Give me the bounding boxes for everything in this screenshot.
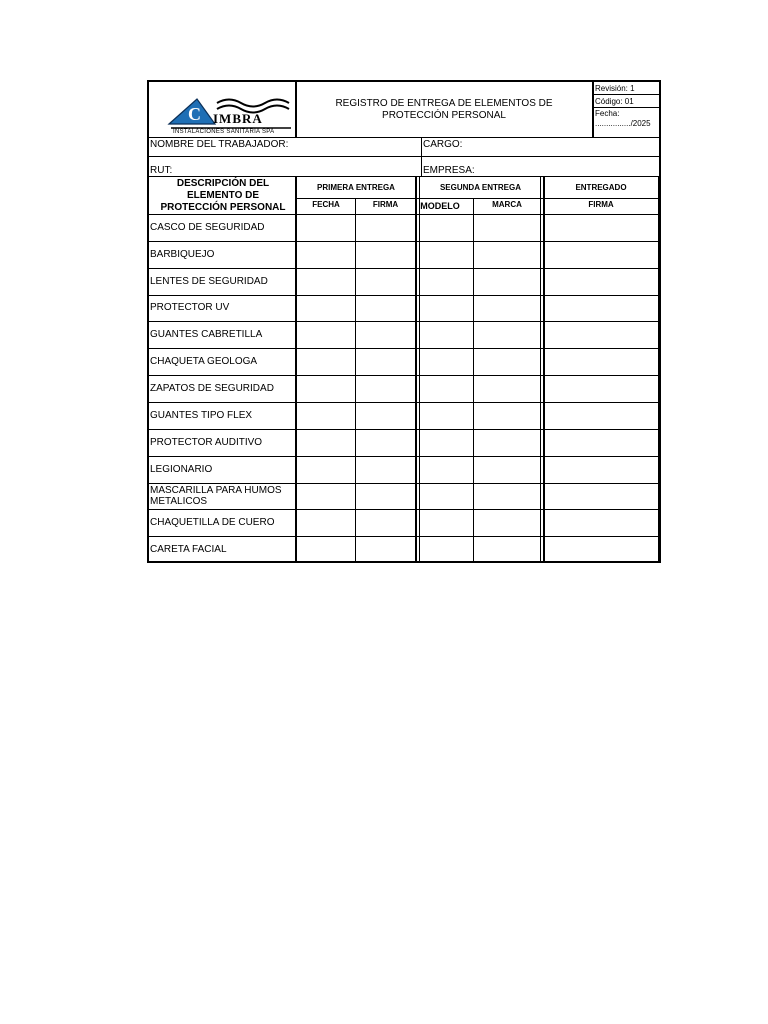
epp-row-label: MASCARILLA PARA HUMOS METALICOS [150, 484, 282, 507]
empresa-field[interactable]: EMPRESA: [423, 165, 475, 176]
cell-firma-1[interactable] [356, 509, 415, 536]
cell-firma-1[interactable] [356, 429, 415, 456]
cell-modelo[interactable] [420, 295, 473, 322]
cell-firma-2[interactable] [545, 456, 658, 483]
cell-modelo[interactable] [420, 429, 473, 456]
sub-firma-2: FIRMA [588, 200, 614, 209]
cell-modelo[interactable] [420, 214, 473, 241]
fields-divider [421, 137, 422, 176]
trabajador-field[interactable]: NOMBRE DEL TRABAJADOR: [150, 139, 289, 150]
sub-firma-1: FIRMA [372, 200, 399, 209]
cell-fecha[interactable] [296, 241, 355, 268]
cell-marca[interactable] [474, 429, 540, 456]
group-header-line [295, 198, 661, 199]
cell-firma-1[interactable] [356, 456, 415, 483]
cell-fecha[interactable] [296, 321, 355, 348]
cell-fecha[interactable] [296, 429, 355, 456]
cell-firma-1[interactable] [356, 321, 415, 348]
cell-marca[interactable] [474, 402, 540, 429]
sub-marca: MARCA [492, 200, 522, 209]
cell-fecha[interactable] [296, 509, 355, 536]
epp-row-label: PROTECTOR AUDITIVO [150, 436, 263, 448]
right-double-line [658, 176, 660, 563]
cell-fecha[interactable] [296, 402, 355, 429]
cell-marca[interactable] [474, 295, 540, 322]
epp-row-label: ZAPATOS DE SEGURIDAD [150, 383, 274, 395]
cell-fecha[interactable] [296, 348, 355, 375]
cell-firma-1[interactable] [356, 375, 415, 402]
epp-row-label: CHAQUETA GEOLOGA [150, 356, 258, 368]
logo-tagline: INSTALACIONES SANITARIA SPA [173, 129, 275, 135]
codigo-label: Código: 01 [595, 97, 634, 106]
cell-firma-2[interactable] [545, 268, 658, 295]
cell-modelo[interactable] [420, 509, 473, 536]
group-entregado: ENTREGADO [575, 183, 627, 192]
cell-marca[interactable] [474, 509, 540, 536]
meta-divider-1 [594, 94, 661, 95]
cell-firma-2[interactable] [545, 348, 658, 375]
epp-row-label: LEGIONARIO [150, 463, 213, 475]
form-title: REGISTRO DE ENTREGA DE ELEMENTOS DE PROTECCIÓN PERSONAL [335, 98, 553, 121]
epp-row-label: BARBIQUEJO [150, 248, 215, 260]
header-bottom-line [149, 137, 661, 138]
logo-divider [295, 82, 297, 137]
cell-fecha[interactable] [296, 375, 355, 402]
epp-form [147, 80, 661, 563]
group-divider-2 [540, 176, 541, 563]
company-logo [153, 86, 291, 136]
cell-fecha[interactable] [296, 214, 355, 241]
cell-firma-1[interactable] [356, 402, 415, 429]
cell-firma-1[interactable] [356, 241, 415, 268]
cell-fecha[interactable] [296, 268, 355, 295]
cell-fecha[interactable] [296, 483, 355, 510]
cell-firma-2[interactable] [545, 295, 658, 322]
fecha-label: Fecha: [595, 109, 620, 118]
cell-firma-2[interactable] [545, 375, 658, 402]
cell-firma-1[interactable] [356, 536, 415, 563]
meta-divider-2 [594, 107, 661, 108]
cell-modelo[interactable] [420, 268, 473, 295]
cell-marca[interactable] [474, 321, 540, 348]
fields-bottom-line [149, 176, 661, 177]
cell-modelo[interactable] [420, 375, 473, 402]
cell-firma-2[interactable] [545, 241, 658, 268]
cell-modelo[interactable] [420, 456, 473, 483]
cell-modelo[interactable] [420, 483, 473, 510]
cell-modelo[interactable] [420, 321, 473, 348]
cargo-field[interactable]: CARGO: [423, 139, 463, 150]
cell-fecha[interactable] [296, 295, 355, 322]
epp-row-label: PROTECTOR UV [150, 302, 230, 314]
cell-marca[interactable] [474, 536, 540, 563]
cell-marca[interactable] [474, 348, 540, 375]
group-divider-1 [415, 176, 417, 563]
cell-fecha[interactable] [296, 536, 355, 563]
sub-fecha: FECHA [312, 200, 340, 209]
cell-firma-1[interactable] [356, 268, 415, 295]
revision-label: Revisión: 1 [595, 84, 635, 93]
title-divider [592, 82, 594, 137]
epp-row-label: LENTES DE SEGURIDAD [150, 275, 268, 287]
cell-fecha[interactable] [296, 456, 355, 483]
epp-row-label: CARETA FACIAL [150, 544, 227, 556]
cell-firma-2[interactable] [545, 321, 658, 348]
cell-firma-1[interactable] [356, 348, 415, 375]
cell-firma-2[interactable] [545, 429, 658, 456]
cell-firma-1[interactable] [356, 295, 415, 322]
cell-firma-1[interactable] [356, 214, 415, 241]
logo-name: IMBRA [213, 111, 263, 126]
fecha-value: ................/2025 [595, 119, 651, 128]
epp-row-label: CHAQUETILLA DE CUERO [150, 517, 275, 529]
desc-header: DESCRIPCIÓN DEL ELEMENTO DE PROTECCIÓN PERSONAL [160, 178, 286, 213]
cell-firma-2[interactable] [545, 509, 658, 536]
sub-modelo: MODELO [420, 201, 460, 211]
cell-firma-1[interactable] [356, 483, 415, 510]
epp-row-label: GUANTES TIPO FLEX [150, 409, 253, 421]
cell-marca[interactable] [474, 241, 540, 268]
cell-modelo[interactable] [420, 402, 473, 429]
fields-middle-line [149, 156, 661, 157]
cell-marca[interactable] [474, 214, 540, 241]
cell-firma-2[interactable] [545, 402, 658, 429]
cell-marca[interactable] [474, 375, 540, 402]
rut-field[interactable]: RUT: [150, 165, 173, 176]
group-segunda: SEGUNDA ENTREGA [439, 183, 522, 192]
cell-modelo[interactable] [420, 348, 473, 375]
cell-modelo[interactable] [420, 241, 473, 268]
group-primera: PRIMERA ENTREGA [317, 183, 395, 192]
cell-firma-2[interactable] [545, 483, 658, 510]
cell-modelo[interactable] [420, 536, 473, 563]
epp-row-label: GUANTES CABRETILLA [150, 329, 263, 341]
cell-firma-2[interactable] [545, 536, 658, 563]
cell-firma-2[interactable] [545, 214, 658, 241]
cell-marca[interactable] [474, 268, 540, 295]
epp-row-label: CASCO DE SEGURIDAD [150, 221, 265, 233]
cell-marca[interactable] [474, 456, 540, 483]
logo-letter: C [188, 104, 202, 124]
cell-marca[interactable] [474, 483, 540, 510]
